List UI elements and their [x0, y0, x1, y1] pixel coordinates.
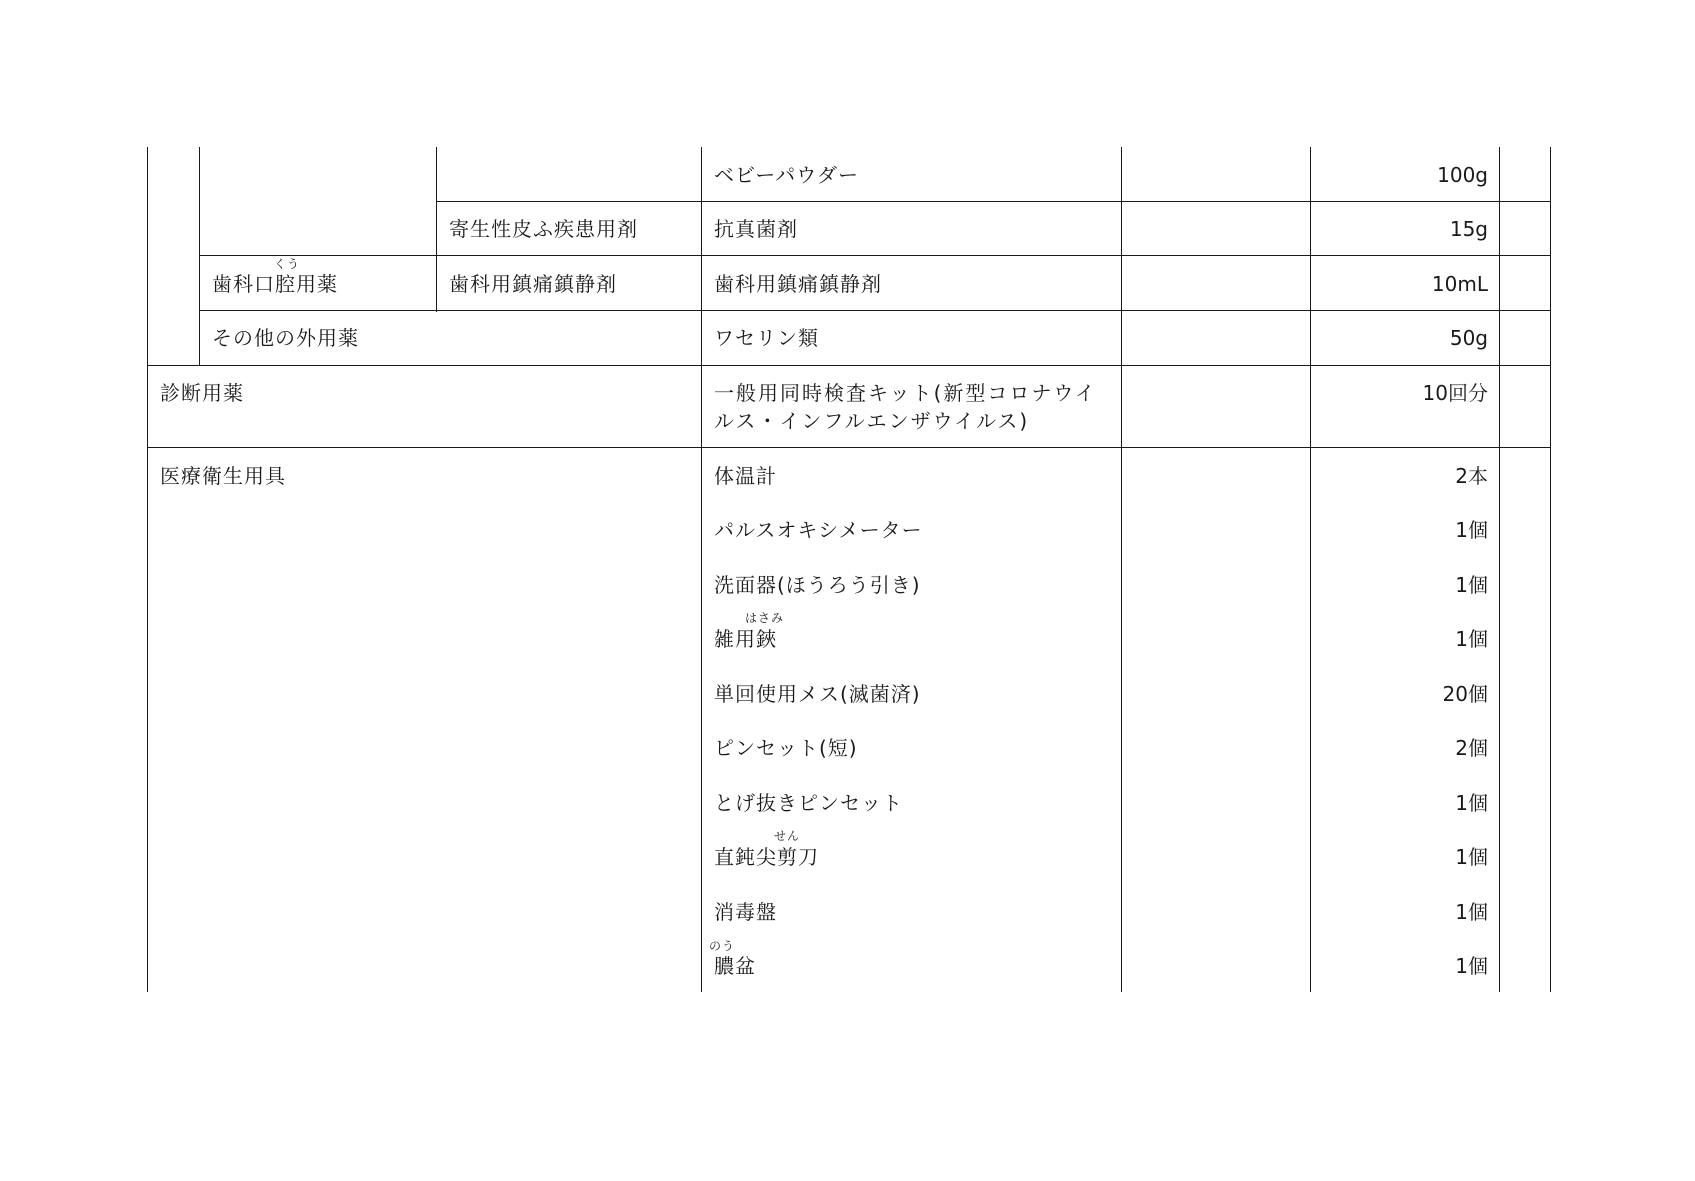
qty-test-kit: 10回分	[1422, 381, 1488, 405]
supply-ruby: はさみ	[745, 611, 785, 625]
category-medical-supplies: 医療衛生用具	[160, 464, 286, 488]
col-line-item	[701, 147, 702, 992]
supply-qty: 20個	[1442, 682, 1488, 706]
item-baby-powder: ベビーパウダー	[714, 163, 859, 187]
supply-item: 洗面器(ほうろう引き)	[714, 573, 921, 597]
qty-antifungal: 15g	[1449, 217, 1488, 241]
supply-qty: 1個	[1455, 518, 1488, 542]
col-line-qty	[1310, 147, 1311, 992]
supply-qty: 1個	[1455, 573, 1488, 597]
col-line-sub2	[436, 147, 437, 312]
supply-item: 消毒盤	[714, 900, 777, 924]
category-dental-analgesic: 歯科用鎮痛鎮静剤	[449, 272, 617, 296]
supply-qty: 1個	[1455, 791, 1488, 815]
row-line-5	[147, 447, 1551, 448]
category-diagnostic: 診断用薬	[160, 381, 244, 405]
row-line-1	[436, 201, 1551, 202]
supply-item: ピンセット(短)	[714, 736, 858, 760]
row-line-3	[199, 310, 1551, 311]
qty-baby-powder: 100g	[1437, 163, 1488, 187]
category-other-external: その他の外用薬	[212, 326, 359, 350]
row-line-4	[147, 365, 1551, 366]
col-line-left	[147, 147, 148, 992]
supply-qty: 2個	[1455, 736, 1488, 760]
supply-qty: 1個	[1455, 627, 1488, 651]
supply-item: 単回使用メス(滅菌済)	[714, 682, 921, 706]
supply-item: 直鈍尖剪刀	[714, 845, 819, 869]
item-antifungal: 抗真菌剤	[714, 217, 798, 241]
category-dental-oral: 歯科口腔用薬	[212, 272, 338, 296]
supply-item: 体温計	[714, 464, 777, 488]
ruby-dental-oral: くう	[274, 257, 301, 271]
supply-qty: 2本	[1455, 464, 1488, 488]
supply-item: とげ抜きピンセット	[714, 791, 903, 815]
supply-qty: 1個	[1455, 900, 1488, 924]
col-line-right	[1550, 147, 1551, 992]
col-line-note	[1499, 147, 1500, 992]
item-petrolatum: ワセリン類	[714, 326, 819, 350]
row-line-2	[199, 255, 1551, 256]
col-line-mid	[1121, 147, 1122, 992]
supply-item: 膿盆	[714, 954, 756, 978]
item-dental-analgesic: 歯科用鎮痛鎮静剤	[714, 272, 882, 296]
supply-qty: 1個	[1455, 845, 1488, 869]
supply-ruby: のう	[709, 939, 736, 953]
item-test-kit: 一般用同時検査キット(新型コロナウイルス・インフルエンザウイルス)	[714, 381, 1097, 433]
qty-petrolatum: 50g	[1449, 326, 1488, 350]
col-line-sub1	[199, 147, 200, 365]
qty-dental-analgesic: 10mL	[1431, 272, 1488, 296]
supply-qty: 1個	[1455, 954, 1488, 978]
category-parasitic-skin: 寄生性皮ふ疾患用剤	[449, 217, 638, 241]
supply-ruby: せん	[774, 829, 801, 843]
supply-item: 雑用鋏	[714, 627, 777, 651]
supply-item: パルスオキシメーター	[714, 518, 923, 542]
